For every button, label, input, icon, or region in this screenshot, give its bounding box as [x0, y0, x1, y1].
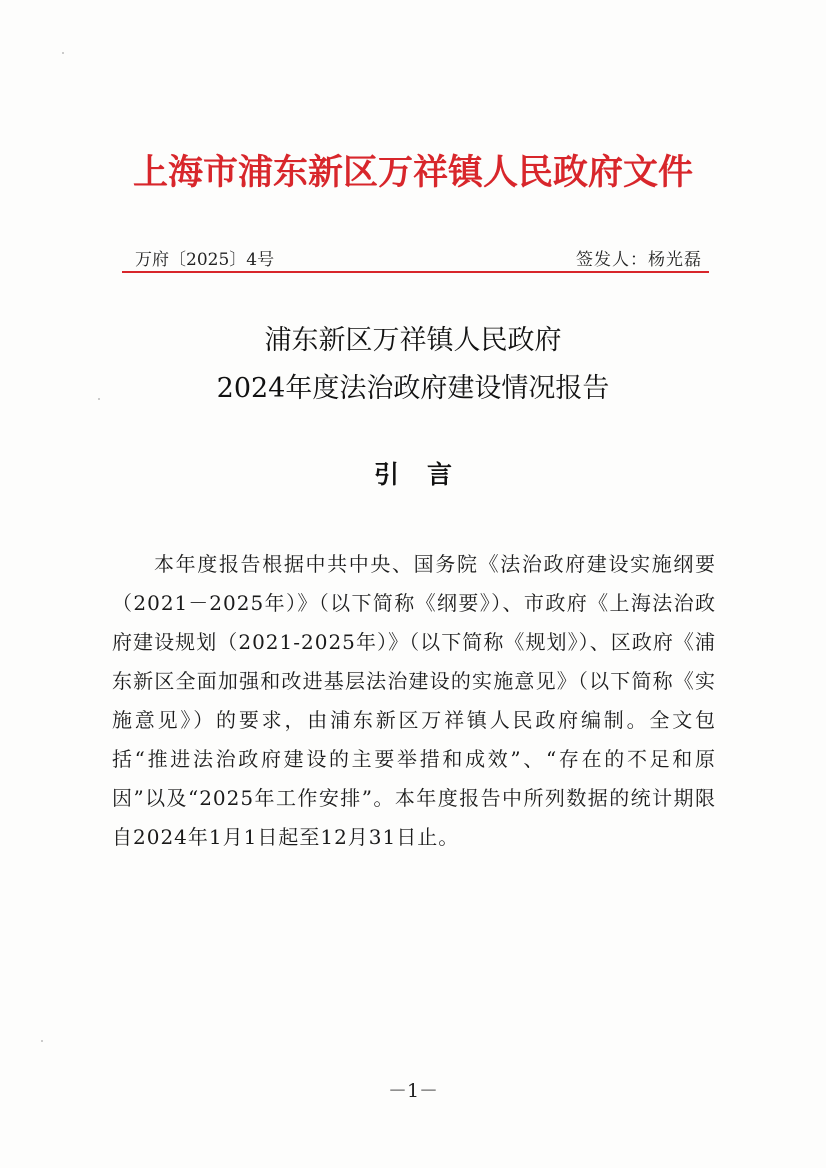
section-heading: 引言 [373, 460, 480, 489]
issuing-authority-title: 上海市浦东新区万祥镇人民政府文件 [132, 152, 693, 193]
report-title-line-1: 浦东新区万祥镇人民政府 [264, 325, 562, 356]
issuer-signature-line: 签发人：杨光磊 [576, 250, 702, 270]
scan-speck [41, 1040, 43, 1042]
scan-speck [98, 398, 100, 400]
scan-speck [62, 52, 64, 54]
document-number: 万府〔2025〕4号 [135, 250, 275, 270]
red-divider-line [122, 271, 709, 273]
introduction-paragraph: 本年度报告根据中共中央、国务院《法治政府建设实施纲要（2021－2025年）》（以下简称《纲要》）、市政府《上海法治政府建设规划（2021-2025年）》（以下简称《规划》）、区政府《浦东新区全面加强和改进基层法治建设的实施意见》（以下简称《实施意见》）的要求，由浦东新区万祥镇人民政府编制。全文包括“推进法治政府建设的主要举措和成效”、“存在的不足和原因”以及“2025年工作安排”。本年度报告中所列数据的统计期限自2024年1月1日起至12月31日止。 [112, 552, 716, 849]
page-number: －1－ [387, 1080, 439, 1102]
report-title-line-2: 2024年度法治政府建设情况报告 [216, 373, 610, 404]
